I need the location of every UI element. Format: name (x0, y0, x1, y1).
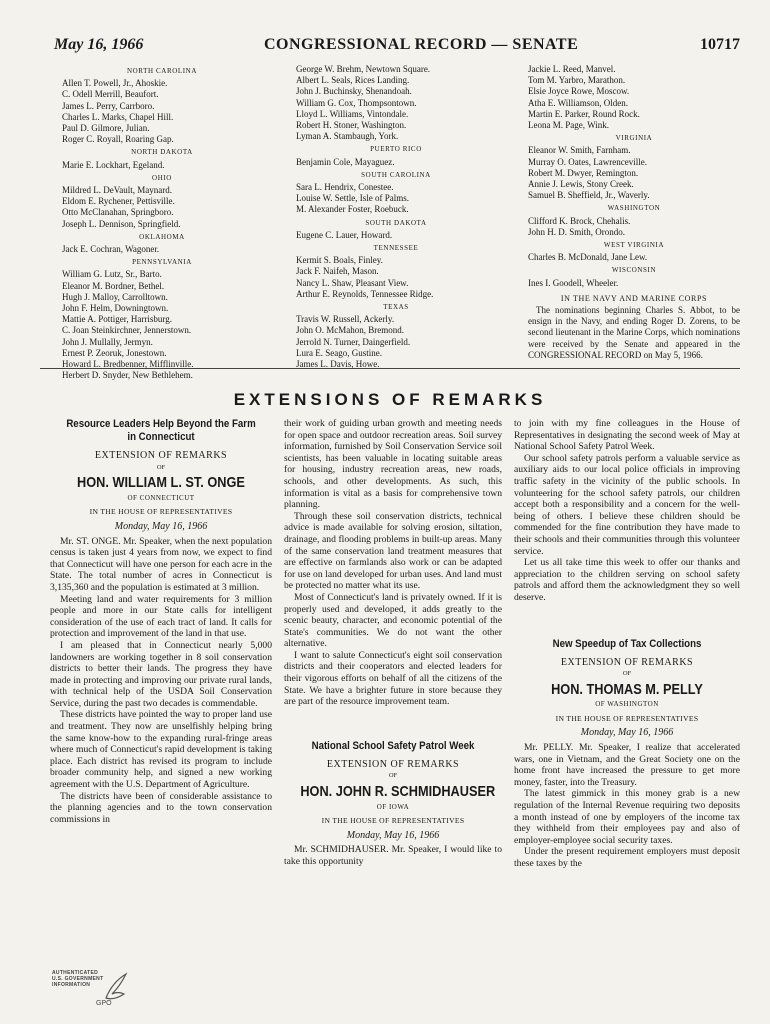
article1-speaker: HON. WILLIAM L. ST. ONGE (77, 474, 245, 492)
paragraph: Mr. ST. ONGE. Mr. Speaker, when the next population census is taken just 4 years from now, we expect to find that Connecticut will have one person for each acre in the State. The total number of acres in Connecticut is 3,135,360 and the population is estimated at 3 million. (50, 535, 272, 593)
nominee-name: Murray O. Oates, Lawrenceville. (528, 156, 647, 167)
nominee-name: Otto McClanahan, Springboro. (62, 207, 174, 218)
article1-of: OF (156, 463, 166, 471)
article2-body-start: Mr. SCHMIDHAUSER. Mr. Speaker, I would like to take this opportunity (284, 844, 502, 867)
state-heading: WISCONSIN (611, 266, 657, 275)
gpo-line-2: U.S. GOVERNMENT (52, 976, 104, 982)
nominee-column-1 (62, 64, 262, 381)
paragraph: The districts have been of considerable assistance to the planning agencies and to the town conservation commissions in (50, 790, 272, 825)
article-column2 (284, 418, 502, 968)
nominee-name: M. Alexander Foster, Roebuck. (296, 204, 409, 215)
nominee-name: Lloyd L. Williams, Vintondale. (296, 108, 409, 119)
article2-of: OF (388, 772, 398, 780)
nominee-name: Roger C. Royall, Roaring Gap. (62, 134, 174, 145)
state-heading: NORTH DAKOTA (131, 148, 193, 157)
gpo-line-3: INFORMATION (52, 982, 91, 988)
article1-state: OF CONNECTICUT (127, 493, 195, 502)
header-date: May 16, 1966 (54, 36, 144, 53)
paragraph: These districts have pointed the way to proper land use and treatment. They now are unselfishly helping bring the same know-how to the expanding rural-fringe areas where much of Connecticut's rapid development is taking place. Each district has revised its program to include broader community help, and signed a new working agreement with the U.S. Department of Agriculture. (50, 709, 272, 791)
nominee-name: Elsie Joyce Rowe, Moscow. (528, 86, 630, 97)
extensions-title: EXTENSIONS OF REMARKS (233, 390, 547, 409)
article2-speaker: HON. JOHN R. SCHMIDHAUSER (300, 783, 496, 801)
article3-state: OF WASHINGTON (595, 700, 659, 709)
nominee-name: Jack F. Naifeh, Mason. (296, 266, 379, 277)
nominee-name: John H. D. Smith, Orondo. (528, 226, 626, 237)
article3-extension-label: EXTENSION OF REMARKS (560, 656, 694, 668)
nominee-name: Joseph L. Dennison, Springfield. (62, 218, 181, 229)
eagle-icon (102, 970, 130, 1004)
nominee-name: Charles B. McDonald, Jane Lew. (528, 252, 648, 263)
navy-heading: IN THE NAVY AND MARINE CORPS (560, 293, 708, 303)
paragraph: Mr. PELLY. Mr. Speaker, I realize that accelerated wars, one in Vietnam, and the Great Society one on the home front have increased the pressure to get more money, faster, into the Treasury. (514, 742, 740, 788)
gpo-mark: GPO (96, 1000, 112, 1007)
nominee-name: Allen T. Powell, Jr., Ahoskie. (62, 78, 168, 89)
nominee-name: Eugene C. Lauer, Howard. (296, 229, 393, 240)
nominee-name: Paul D. Gilmore, Julian. (62, 123, 150, 134)
article1-body-1 (50, 536, 272, 826)
article2-house: IN THE HOUSE OF REPRESENTATIVES (321, 816, 465, 826)
nominee-name: Howard L. Bredbenner, Mifflinville. (62, 359, 194, 370)
nominee-name: John O. McMahon, Bremond. (296, 325, 404, 336)
nominee-name: John J. Mullally, Jermyn. (62, 336, 153, 347)
article1-house: IN THE HOUSE OF REPRESENTATIVES (89, 507, 233, 517)
state-heading: PUERTO RICO (370, 145, 422, 154)
nominee-name: Clifford K. Brock, Chehalis. (528, 215, 631, 226)
paragraph: Meeting land and water requirements for 3 million people and more in our State calls for intelligent consideration of the use of each tract of land. It calls for protection and improvement of the land in that use. (50, 593, 272, 640)
article1-body-2 (284, 418, 502, 708)
nominee-name: Ines I. Goodell, Wheeler. (528, 277, 619, 288)
article1-date: Monday, May 16, 1966 (114, 520, 208, 532)
nominee-name: Albert L. Seals, Rices Landing. (296, 75, 410, 86)
nominee-name: William G. Lutz, Sr., Barto. (62, 269, 162, 280)
state-heading: OKLAHOMA (139, 232, 185, 241)
article3-speaker: HON. THOMAS M. PELLY (551, 680, 703, 698)
article2-state: OF IOWA (376, 802, 410, 811)
state-heading: PENNSYLVANIA (132, 258, 192, 267)
nominee-name: Mattie A. Pottiger, Harrisburg. (62, 314, 172, 325)
nominee-name: Eleanor W. Smith, Farnham. (528, 145, 631, 156)
state-heading: TEXAS (383, 303, 409, 312)
nominee-name: James L. Davis, Howe. (296, 359, 380, 370)
nominee-name: Hugh J. Malloy, Carrolltown. (62, 291, 168, 302)
nominee-name: Charles L. Marks, Chapel Hill. (62, 111, 174, 122)
running-header (54, 36, 740, 58)
paragraph: Our school safety patrols perform a valuable service as auxiliary aids to our local police officials in improving traffic safety in the vicinity of the public schools. In volunteering for the school safety patrols, our children accept both a responsibility and a concern for the well-being of others. I believe these children should be commended for the fine contribution they have made to their schools and their communities through this volunteer service. (514, 452, 740, 557)
nominee-name: C. Odell Merrill, Beaufort. (62, 89, 159, 100)
paragraph: Under the present requirement employers must deposit these taxes by the (514, 846, 740, 869)
state-heading: SOUTH DAKOTA (365, 218, 427, 227)
nominee-name: John F. Helm, Downingtown. (62, 303, 169, 314)
paragraph: I am pleased that in Connecticut nearly 5,000 landowners are working together in 8 soil conservation districts to better their lands. The progress they have made in protecting and improving our private rural lands, with technical help of the USDA Soil Conservation Service, during the past two decades is commendable. (50, 639, 272, 709)
nominee-column-2 (296, 64, 496, 370)
nominee-name: Lura E. Seago, Gustine. (296, 347, 382, 358)
article3-headline: New Speedup of Tax Collections (552, 637, 702, 650)
article1-headline: Resource Leaders Help Beyond the Farm in Connecticut (66, 418, 256, 443)
nominee-name: Leona M. Page, Wink. (528, 120, 609, 131)
nominee-name: Kermit S. Boals, Finley. (296, 255, 383, 266)
paragraph: Let us all take time this week to offer our thanks and appreciation to the children serving on school safety patrols and afford them the acknowledgment they so well deserve. (514, 557, 740, 603)
nominee-name: Nancy L. Shaw, Pleasant View. (296, 277, 409, 288)
state-heading: OHIO (152, 173, 172, 182)
nominee-name: Atha E. Williamson, Olden. (528, 97, 628, 108)
article2-headline: National School Safety Patrol Week (311, 739, 475, 752)
nominee-name: Benjamin Cole, Mayaguez. (296, 156, 395, 167)
nominee-name: Jackie L. Reed, Manvel. (528, 64, 616, 74)
state-heading: WEST VIRGINIA (603, 241, 665, 250)
state-heading: SOUTH CAROLINA (361, 170, 431, 179)
article3-house: IN THE HOUSE OF REPRESENTATIVES (555, 713, 699, 723)
paragraph: to join with my fine colleagues in the House of Representatives in designating the second week of May at National School Safety Patrol Week. (514, 418, 740, 453)
header-title: CONGRESSIONAL RECORD — SENATE (264, 36, 579, 53)
article1-extension-label: EXTENSION OF REMARKS (94, 450, 228, 461)
nominee-name: Herbert D. Snyder, New Bethlehem. (62, 370, 193, 381)
paragraph: Through these soil conservation districts, technical advice is made available for solving erosion, siltation, drainage, and flooding problems in built-up areas. Many of the same conservation land treatment measures that are effective on farmlands also work or can be adapted for use on land developed for urban uses. And land must be protected no matter what its use. (284, 510, 502, 592)
navy-paragraph: The nominations beginning Charles S. Abbot, to be ensign in the Navy, and ending Roger D. Zorens, to be second lieutenant in the Marine Corps, which nominations were received by the Senate and appeared in the CONGRESSIONAL RECORD on May 5, 1966. (528, 305, 740, 360)
nominee-name: Robert M. Dwyer, Remington. (528, 167, 639, 178)
paragraph: their work of guiding urban growth and meeting needs for open space and outdoor recreation areas. Soil survey information, furnished by Soil Conservation Service soil scientists, has been valuable in locating suitable areas for housing, industry recreation areas, new roads, schools, and other developments. As such, this information is vital as a basis for comprehensive town planning. (284, 418, 502, 511)
nominee-name: Travis W. Russell, Ackerly. (296, 314, 395, 325)
article2-extension-label: EXTENSION OF REMARKS (326, 758, 460, 770)
paragraph: Most of Connecticut's land is privately owned. If it is properly used and developed, it adds greatly to the scenic beauty, character, and economic potential of the State's communities. We do not want the other alternative. (284, 591, 502, 650)
state-heading: TENNESSEE (373, 244, 419, 253)
nominee-name: James L. Perry, Carrboro. (62, 100, 155, 111)
gpo-line-1: AUTHENTICATED (52, 970, 99, 976)
nominee-name: Ernest P. Zeoruk, Jonestown. (62, 347, 167, 358)
nominee-name: Eleanor M. Bordner, Bethel. (62, 280, 165, 291)
nominee-name: C. Joan Steinkirchner, Jennerstown. (62, 325, 192, 336)
state-heading: WASHINGTON (607, 204, 661, 213)
nominee-name: William G. Cox, Thompsontown. (296, 97, 417, 108)
nominee-column-3 (528, 64, 740, 364)
nominee-name: Sara L. Hendrix, Conestee. (296, 182, 394, 193)
nominee-name: Annie J. Lewis, Stony Creek. (528, 179, 634, 190)
nominee-name: Robert H. Stoner, Washington. (296, 120, 407, 131)
article-column3 (514, 418, 740, 974)
article2-body-continued (514, 418, 740, 604)
nominee-name: Martin E. Parker, Round Rock. (528, 108, 640, 119)
paragraph: The latest gimmick in this money grab is a new regulation of the Internal Revenue requiring two deposits a month instead of one by employers of the income tax they withheld from their employees pay and also of employer-employee social security taxes. (514, 788, 740, 846)
nominee-name: Louise W. Settle, Isle of Palms. (296, 193, 409, 204)
nominee-name: Lyman A. Stambaugh, York. (296, 131, 399, 142)
article3-of: OF (622, 670, 632, 678)
nominee-name: Marie E. Lockhart, Egeland. (62, 159, 165, 170)
nominee-list-3 (528, 64, 740, 289)
state-heading: VIRGINIA (615, 134, 653, 143)
nominee-name: John J. Buchinsky, Shenandoah. (296, 86, 412, 97)
nominee-name: Samuel B. Sheffield, Jr., Waverly. (528, 190, 650, 201)
paragraph: I want to salute Connecticut's eight soil conservation districts and their cooperators and elected leaders for their vigorous efforts on behalf of all the citizens of the State. We have a brighter future in store because they are part of the resource improvement team. (284, 649, 502, 708)
section-rule (40, 368, 740, 369)
article1-column1 (50, 418, 272, 968)
nominee-name: Jerrold N. Turner, Daingerfield. (296, 336, 411, 347)
nominee-name: Eldom E. Rychener, Pettisville. (62, 196, 175, 207)
nominee-name: Tom M. Yarbro, Marathon. (528, 75, 626, 86)
nominee-name: Mildred L. DeVault, Maynard. (62, 185, 172, 196)
gpo-authentication-seal (52, 970, 132, 1010)
nominee-name: George W. Brehm, Newtown Square. (296, 64, 431, 74)
article3-body (514, 742, 740, 870)
nominee-name: Arthur E. Reynolds, Tennessee Ridge. (296, 288, 434, 299)
article3-date: Monday, May 16, 1966 (580, 727, 674, 739)
article2-date: Monday, May 16, 1966 (346, 829, 440, 841)
page-number: 10717 (700, 36, 740, 53)
state-heading: NORTH CAROLINA (126, 67, 197, 75)
nominee-name: Jack E. Cochran, Wagoner. (62, 244, 160, 255)
